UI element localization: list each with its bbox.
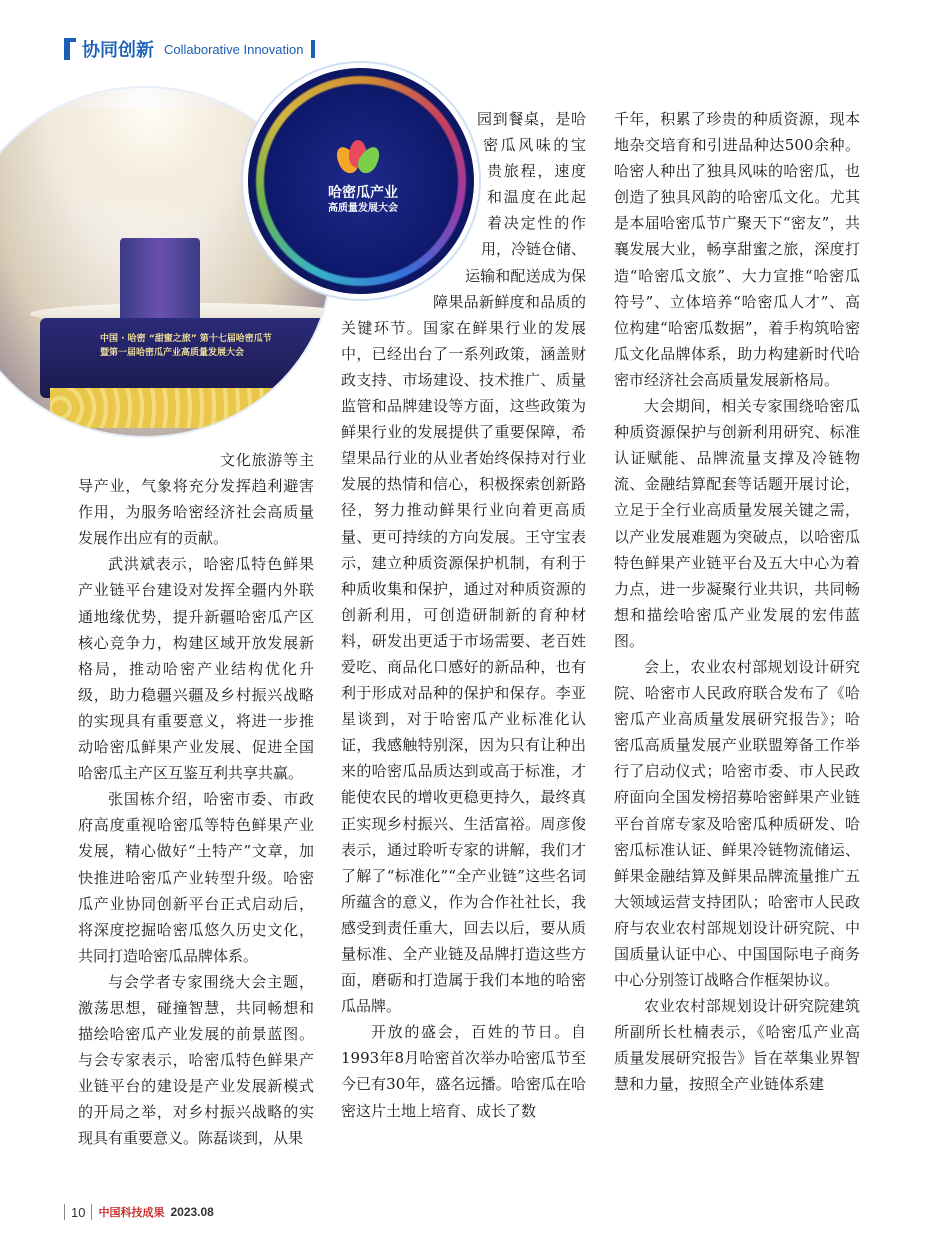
- paragraph: 张国栋介绍，哈密市委、市政府高度重视哈密瓜等特色鲜果产业发展，精心做好“土特产”文章，加快推进哈密瓜产业转型升级。哈密瓜产业协同创新平台正式启动后，将深度挖掘哈密瓜悠久历史文化，共同打造哈密瓜品牌体系。: [78, 790, 314, 965]
- section-header: [64, 36, 315, 62]
- paragraph: 大会期间，相关专家围绕哈密瓜种质资源保护与创新利用研究、标准认证赋能、品牌流量支撑及冷链物流、金融结算配套等话题开展讨论，立足于全行业高质量发展关键之需，以产业发展难题为突破点，以哈密瓜特色鲜果产业链平台及五大中心为着力点，进一步凝聚行业共识，共同畅想和描绘哈密瓜产业发展的宏伟蓝图。: [614, 397, 860, 650]
- section-title-en: Collaborative Innovation: [164, 41, 304, 57]
- paragraph: 武洪斌表示，哈密瓜特色鲜果产业链平台建设对发挥全疆内外联通地缘优势，提升新疆哈密瓜产区核心竞争力，构建区域开放发展新格局，推动哈密产业结构优化升级，助力稳疆兴疆及乡村振兴战略的实现具有重要意义，将进一步推动哈密瓜鲜果产业发展、促进全国哈密瓜主产区互鉴互利共享共赢。: [78, 555, 314, 783]
- stage-banner-text: [100, 332, 320, 360]
- footer-divider: [91, 1204, 92, 1220]
- bracket-icon: [64, 38, 70, 60]
- stage-line-1: 中国 · 哈密 “甜蜜之旅” 第十七届哈密瓜节: [100, 334, 272, 344]
- magazine-name: 中国科技成果: [98, 1206, 165, 1219]
- logo-line-2: 高质量发展大会: [328, 203, 398, 214]
- header-bar-icon: [311, 40, 315, 58]
- display-pillar-graphic: [120, 238, 200, 328]
- paragraph: 会上，农业农村部规划设计研究院、哈密市人民政府联合发布了《哈密瓜产业高质量发展研究报告》；哈密瓜高质量发展产业联盟筹备工作举行了启动仪式；哈密市委、市人民政府面向全国发榜招募哈密鲜果产业链平台首席专家及哈密瓜种质研发、哈密瓜标准认证、鲜果冷链物流储运、鲜果金融结算及鲜果品牌流量推广五大领域运营支持团队；哈密市人民政府与农业农村部规划设计研究院、中国质量认证中心、中国国际电子商务中心分别签订战略合作框架协议。: [614, 657, 860, 990]
- article-column-2: [341, 106, 586, 1124]
- page-number: 10: [71, 1204, 86, 1220]
- paragraph: 农业农村部规划设计研究院建筑所副所长杜楠表示，《哈密瓜产业高质量发展研究报告》旨在萃集业界智慧和力量，按照全产业链体系建: [614, 997, 860, 1094]
- paragraph: 开放的盛会，百姓的节日。自1993年8月哈密首次举办哈密瓜节至今已有30年，盛名远播。哈密瓜在哈密这片土地上培育、成长了数: [341, 1023, 586, 1120]
- paragraph: 文化旅游等主导产业，气象将充分发挥趋利避害作用，为服务哈密经济社会高质量发展作出应有的贡献。: [78, 451, 314, 548]
- chandelier-graphic: [20, 108, 280, 248]
- stage-line-2: 暨第一届哈密瓜产业高质量发展大会: [100, 348, 245, 358]
- section-title-cn: 协同创新: [82, 40, 154, 61]
- paragraph: 园到餐桌，是哈密瓜风味的宝贵旅程，速度和温度在此起着决定性的作用，冷链仓储、运输和配送成为保障果品新鲜度和品质的关键环节。国家在鲜果行业的发展中，已经出台了一系列政策，涵盖财政支持、市场建设、技术推广、质量监管和品牌建设等方面，这些政策为鲜果行业的发展提供了重要保障，希望果品行业的从业者始终保持对行业发展的热情和信心，积极探索创新路径，努力推动鲜果行业向着更高质量、更可持续的方向发展。王守宝表示，建立种质资源保护机制，有利于种质收集和保护，通过对种质资源的创新利用，可创造研制新的育种材料，研发出更适于市场需要、老百姓爱吃、商品化口感好的新品种，也有利于形成对品种的保护和保存。李亚星谈到，对于哈密瓜产业标准化认证，我感触特别深，因为只有让种出来的哈密瓜品质达到或高于标准，才能使农民的增收更稳更持久，最终真正实现乡村振兴、生活富裕。周彦俊表示，通过聆听专家的讲解，我们才了解了“标准化”“全产业链”这些名词所蕴含的意义，作为合作社社长，我感受到责任重大，回去以后，要从质量标准、全产业链及品牌打造这些方面，磨砺和打造属于我们本地的哈密瓜品牌。: [341, 110, 587, 1016]
- footer-divider: [64, 1204, 65, 1220]
- article-column-3: [614, 106, 860, 1098]
- article-column-1: [78, 447, 314, 1152]
- page-footer: [64, 1204, 214, 1220]
- paragraph: 千年，积累了珍贵的种质资源，现本地杂交培育和引进品种达500余种。哈密人种出了独具风味的哈密瓜，也创造了独具风韵的哈密瓜文化。尤其是本届哈密瓜节广聚天下“密友”，共襄发展大业，畅享甜蜜之旅，深度打造“哈密瓜文旅”、大力宣推“哈密瓜符号”、立体培养“哈密瓜人才”、高位构建“哈密瓜数据”，着手构筑哈密瓜文化品牌体系，助力构建新时代哈密市经济社会高质量发展新格局。: [614, 110, 860, 389]
- logo-line-1: 哈密瓜产业: [328, 185, 398, 201]
- issue-number: 2023.08: [170, 1205, 214, 1219]
- melon-display-graphic: [50, 388, 330, 428]
- paragraph: 与会学者专家围绕大会主题，激荡思想，碰撞智慧，共同畅想和描绘哈密瓜产业发展的前景蓝图。与会专家表示，哈密瓜特色鲜果产业链平台的建设是产业发展新模式的开局之举，对乡村振兴战略的实现具有重要意义。陈磊谈到，从果: [78, 972, 314, 1148]
